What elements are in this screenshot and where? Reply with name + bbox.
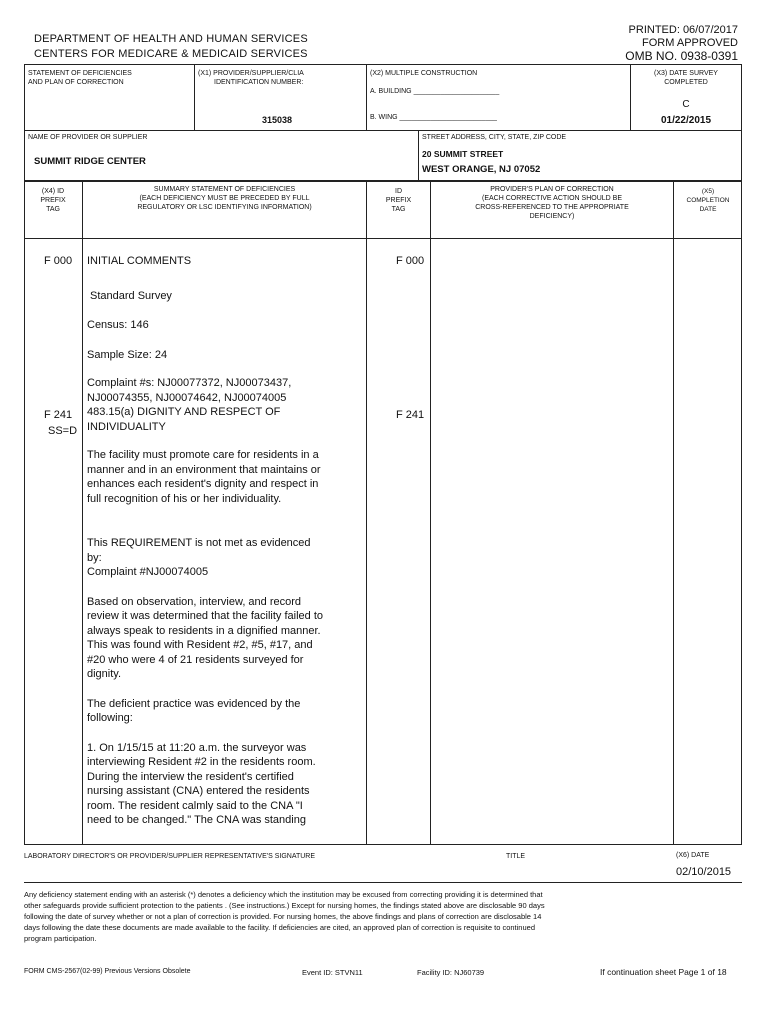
title-label: TITLE [506,853,526,860]
provider-name: SUMMIT RIDGE CENTER [34,156,146,167]
facility-id: Facility ID: NJ60739 [417,968,485,977]
wing-field: B. WING _________________________ [370,114,497,121]
signature-date-label: (X6) DATE [676,852,710,859]
findings-paragraph: Based on observation, interview, and record review it was determined that the facility failed to always speak to residents in a dignified manner. This was found with Resident #2, #5, #17, and #20 who were 4 of 21 residents surveyed for dignity. [87,595,324,680]
survey-code: C [682,99,690,110]
col-plan-header: PROVIDER'S PLAN OF CORRECTION (EACH CORRECTIVE ACTION SHOULD BE CROSS-REFERENCED TO THE APPROPRIATE DEFICIENCY) [475,186,629,220]
summary-statement [87,254,363,828]
evidence-intro: The deficient practice was evidenced by the following: [87,697,301,724]
form-meta [625,24,738,63]
event-id: Event ID: STVN11 [302,968,363,977]
prefix-tag-f241: F 241 [44,409,73,421]
multiple-construction-label: (X2) MULTIPLE CONSTRUCTION [370,70,478,77]
regulation-text: The facility must promote care for residents in a manner and in an environment that maintains or enhances each resident's dignity and respect in full recognition of his or her individuality. [87,449,321,505]
regulation-title: 483.15(a) DIGNITY AND RESPECT OF INDIVIDUALITY [87,406,281,433]
provider-name-label: NAME OF PROVIDER OR SUPPLIER [28,134,148,141]
address-label: STREET ADDRESS, CITY, STATE, ZIP CODE [422,134,567,141]
agency-header [34,32,308,62]
complaint-numbers: Complaint #s: NJ00077372, NJ00073437, NJ00074355, NJ00074642, NJ00074005 [87,377,292,404]
page-number: If continuation sheet Page 1 of 18 [600,967,727,977]
survey-date: 01/22/2015 [660,115,712,126]
col-id-header: ID PREFIX TAG [385,188,412,213]
printed-date: PRINTED: 06/07/2017 [628,24,738,36]
evidence-item-1: 1. On 1/15/15 at 11:20 a.m. the surveyor was interviewing Resident #2 in the residents room. During the interview the resident's certified nursing assistant (CNA) entered the residents room. The resident calmly said to the CNA "I need to be changed." The CNA was standing [87,741,316,826]
col-x5-header: (X5) COMPLETION DATE [686,188,730,213]
city-state-zip: WEST ORANGE, NJ 07052 [422,164,541,175]
census: Census: 146 [87,319,149,331]
col-summary-header: SUMMARY STATEMENT OF DEFICIENCIES (EACH DEFICIENCY MUST BE PRECEDED BY FULL REGULATORY OR LSC IDENTIFYING INFORMATION) [137,186,312,211]
plan-tag-f241: F 241 [396,409,425,421]
provider-id-label: (X1) PROVIDER/SUPPLIER/CLIA IDENTIFICATION NUMBER: [198,70,304,86]
date-survey-label: (X3) DATE SURVEY COMPLETED [654,70,718,86]
building-field: A. BUILDING ______________________ [370,88,500,95]
provider-id-number: 315038 [262,115,293,125]
plan-tag-f000: F 000 [396,255,425,267]
street-address: 20 SUMMIT STREET [422,149,504,159]
form-approved: FORM APPROVED [642,37,738,49]
initial-comments: INITIAL COMMENTS [87,255,192,267]
signature-date: 02/10/2015 [676,866,732,878]
standard-survey: Standard Survey [90,289,172,302]
statement-label: STATEMENT OF DEFICIENCIES AND PLAN OF CORRECTION [28,70,132,86]
omb-number: OMB NO. 0938-0391 [625,49,738,63]
sample-size: Sample Size: 24 [87,348,168,361]
form-number: FORM CMS-2567(02-99) Previous Versions Obsolete [24,968,191,975]
signature-label: LABORATORY DIRECTOR'S OR PROVIDER/SUPPLIER REPRESENTATIVE'S SIGNATURE [24,853,316,860]
prefix-tag-f000: F 000 [44,255,73,267]
centers-name: CENTERS FOR MEDICARE & MEDICAID SERVICES [34,48,308,60]
disclaimer: Any deficiency statement ending with an asterisk (*) denotes a deficiency which the institution may be excused from correcting providing it is determined that other safeguards provide sufficient protection to the patients . (See instructions.) Except for nursing homes, the findings stated above are disclosable 90 days following the date of survey whether or not a plan of correction is provided. For nursing homes, the above findings and plans of correction are disclosable 14 days following the date these documents are made available to the facility. If deficiencies are cited, an approved plan of correction is requisite to continued program participation. [24,890,545,943]
department-name: DEPARTMENT OF HEALTH AND HUMAN SERVICES [34,33,308,45]
requirement-not-met: This REQUIREMENT is not met as evidenced by: Complaint #NJ00074005 [87,537,311,578]
scope-severity: SS=D [48,425,78,437]
col-x4-header: (X4) ID PREFIX TAG [40,188,66,213]
